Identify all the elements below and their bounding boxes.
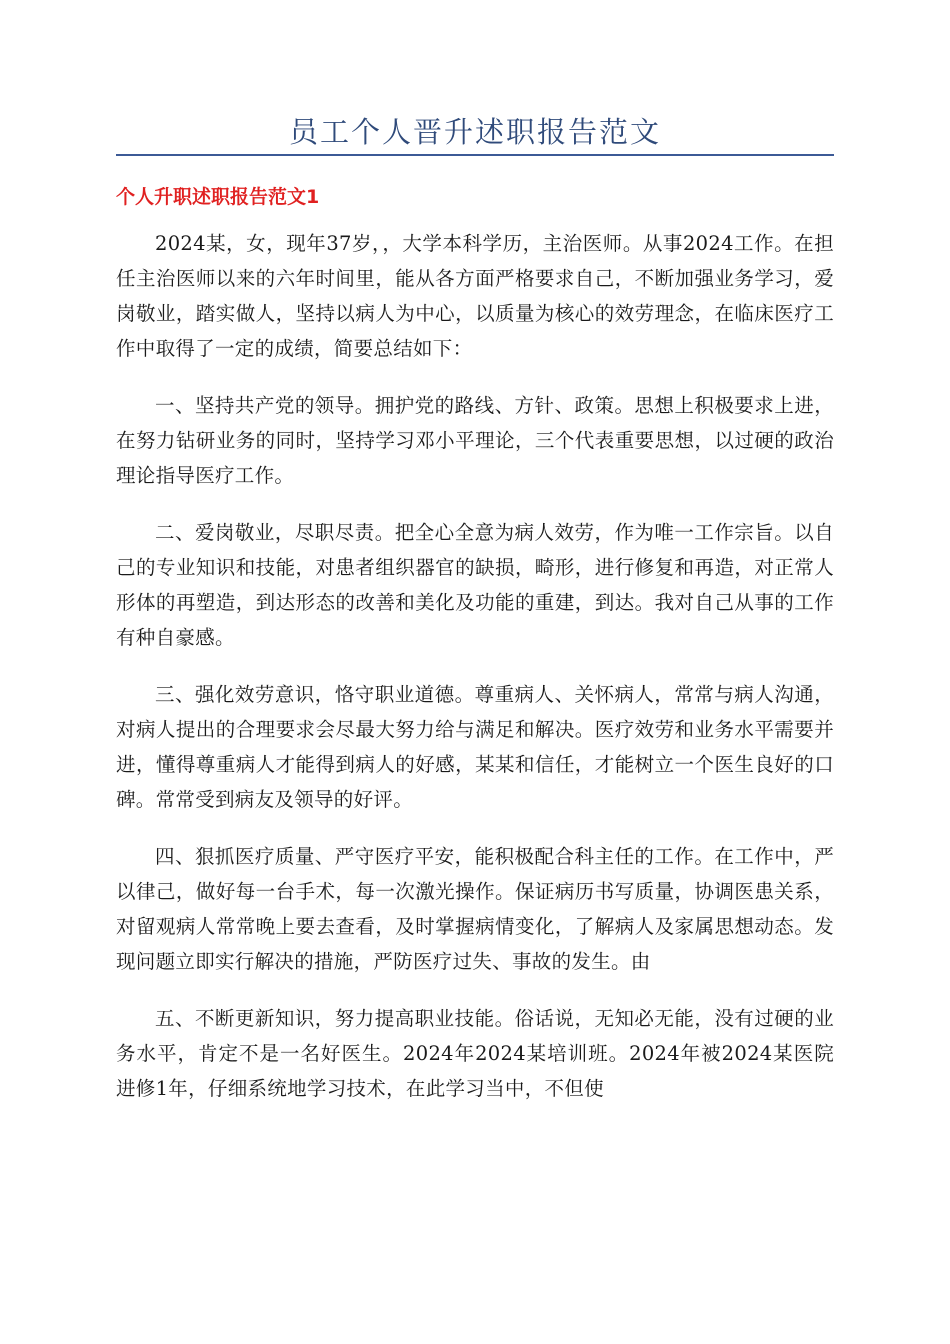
document-body <box>116 226 834 1128</box>
title-divider <box>116 154 834 156</box>
paragraph-point-5: 五、不断更新知识，努力提高职业技能。俗话说，无知必无能，没有过硬的业务水平，肯定不是一名好医生。2024年2024某培训班。2024年被2024某医院进修1年，仔细系统地学习技术，在此学习当中，不但使 <box>116 1007 834 1100</box>
paragraph-point-3: 三、强化效劳意识，恪守职业道德。尊重病人、关怀病人，常常与病人沟通，对病人提出的合理要求会尽最大努力给与满足和解决。医疗效劳和业务水平需要并进，懂得尊重病人才能得到病人的好感，某某和信任，才能树立一个医生良好的口碑。常常受到病友及领导的好评。 <box>116 683 834 811</box>
paragraph-point-4: 四、狠抓医疗质量、严守医疗平安，能积极配合科主任的工作。在工作中，严以律己，做好每一台手术，每一次激光操作。保证病历书写质量，协调医患关系，对留观病人常常晚上要去查看，及时掌握病情变化，了解病人及家属思想动态。发现问题立即实行解决的措施，严防医疗过失、事故的发生。由 <box>116 845 834 973</box>
paragraph-intro: 2024某，女，现年37岁，，大学本科学历，主治医师。从事2024工作。在担任主治医师以来的六年时间里，能从各方面严格要求自己，不断加强业务学习，爱岗敬业，踏实做人，坚持以病人为中心，以质量为核心的效劳理念，在临床医疗工作中取得了一定的成绩，简要总结如下： <box>116 232 834 360</box>
paragraph-point-1: 一、坚持共产党的领导。拥护党的路线、方针、政策。思想上积极要求上进，在努力钻研业务的同时，坚持学习邓小平理论，三个代表重要思想，以过硬的政治理论指导医疗工作。 <box>116 394 834 487</box>
paragraph-point-2: 二、爱岗敬业，尽职尽责。把全心全意为病人效劳，作为唯一工作宗旨。以自己的专业知识和技能，对患者组织器官的缺损，畸形，进行修复和再造，对正常人形体的再塑造，到达形态的改善和美化及功能的重建，到达。我对自己从事的工作有种自豪感。 <box>116 521 834 649</box>
document-title: 员工个人晋升述职报告范文 <box>288 115 661 149</box>
section-heading: 个人升职述职报告范文1 <box>116 186 320 208</box>
